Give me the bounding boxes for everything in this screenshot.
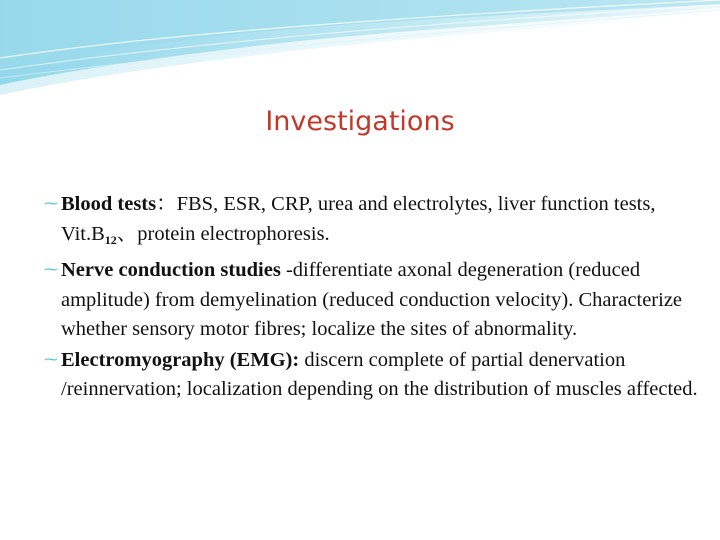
bullet-separator: ： <box>156 193 177 215</box>
bullet-text: -differentiate axonal degeneration (reduced amplitude) from demyelination (reduced conduction velocity). Characterize whether sensory motor fibres; localize the sites of abnormality. <box>61 259 683 340</box>
header-wave-decoration <box>0 0 720 95</box>
bullet-text: FBS, ESR, CRP, urea and electrolytes, liver function tests, Vit.B <box>61 193 656 245</box>
bullet-blood-tests <box>44 190 704 255</box>
wave-bullet-icon: ⁓ <box>44 263 58 278</box>
bullet-lead: Electromyography (EMG): <box>61 348 300 371</box>
bullet-list <box>44 190 704 406</box>
bullet-lead: Nerve conduction studies <box>61 259 281 281</box>
bullet-subscript: 12 <box>104 232 117 247</box>
bullet-electromyography <box>44 346 704 405</box>
bullet-text-continued: 、protein electrophoresis. <box>116 222 330 245</box>
slide-title: Investigations <box>265 106 455 137</box>
bullet-text: discern complete of partial denervation /reinnervation; localization depending on the distribution of muscles affected. <box>61 348 698 400</box>
wave-bullet-icon: ⁓ <box>44 352 58 368</box>
bullet-lead: Blood tests <box>61 193 157 215</box>
wave-bullet-icon: ⁓ <box>44 197 58 212</box>
bullet-nerve-conduction <box>44 256 704 345</box>
